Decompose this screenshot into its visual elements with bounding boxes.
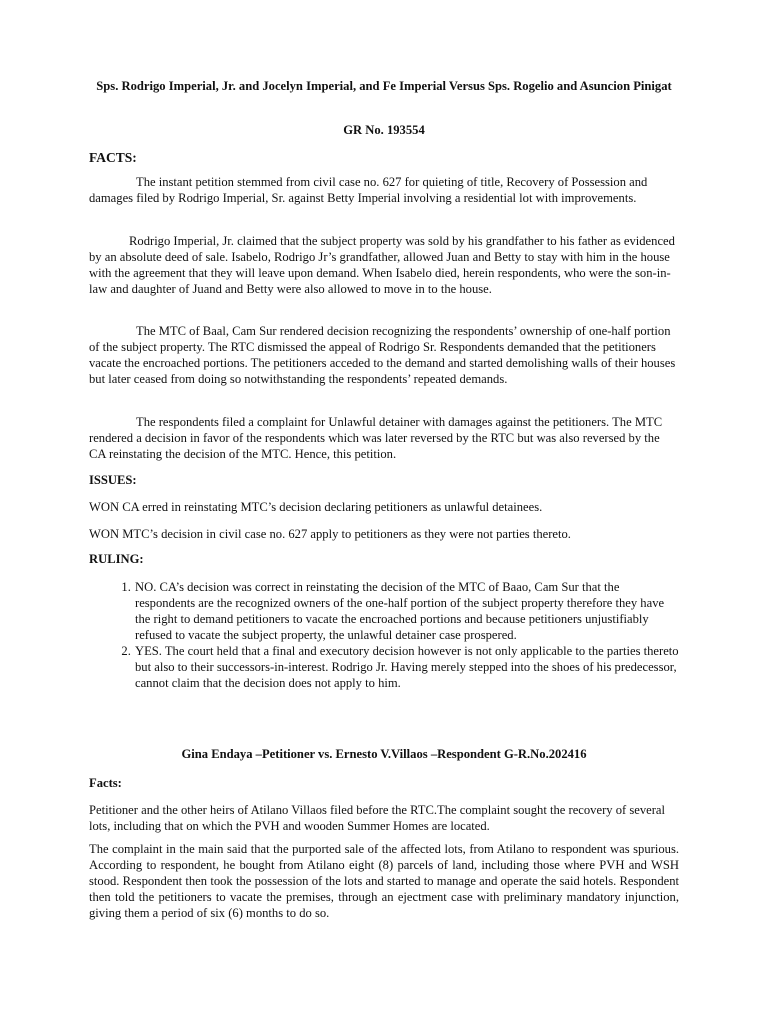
case2-title: Gina Endaya –Petitioner vs. Ernesto V.Villaos –Respondent G-R.No.202416 [181, 747, 587, 761]
case1-facts-paragraph-4: The respondents filed a complaint for Unlawful detainer with damages against the petitioners. The MTC rendered a decision in favor of the respondents which was later reversed by the RTC but was also reversed by the CA reinstating the decision of the MTC. Hence, this petition. [89, 415, 663, 461]
case1-ruling-item-2: 2. YES. The court held that a final and executory decision however is not only applicable to the parties thereto but also to their successors-in-interest. Rodrigo Jr. Having merely stepped into the shoes of his predecessor, cannot claim that the decision does not apply to him. [134, 643, 679, 691]
case1-title: Sps. Rodrigo Imperial, Jr. and Jocelyn Imperial, and Fe Imperial Versus Sps. Rogelio and Asuncion Pinigat [96, 79, 672, 93]
case1-gr-number: GR No. 193554 [343, 123, 425, 137]
case1-issue-2: WON MTC’s decision in civil case no. 627 apply to petitioners as they were not parties thereto. [89, 527, 571, 541]
case1-ruling-item-1: 1. NO. CA’s decision was correct in reinstating the decision of the MTC of Baao, Cam Sur that the respondents are the recognized owners of the one-half portion of the subject property therefore they have the right to demand petitioners to vacate the encroached portions and because petitioners unjustifiably refused to vacate the subject property, the unlawful detainer case prospered. [134, 579, 679, 643]
case1-issue-1: WON CA erred in reinstating MTC’s decision declaring petitioners as unlawful detainees. [89, 500, 543, 514]
case1-ruling-list [89, 579, 679, 691]
case1-ruling-heading: RULING: [89, 552, 144, 566]
case2-facts-paragraph-1: Petitioner and the other heirs of Atilano Villaos filed before the RTC.The complaint sought the recovery of several lots, including that on which the PVH and wooden Summer Homes are located. [89, 803, 666, 833]
case1-issues-heading: ISSUES: [89, 473, 137, 487]
case1-facts-paragraph-3: The MTC of Baal, Cam Sur rendered decision recognizing the respondents’ ownership of one-half portion of the subject property. The RTC dismissed the appeal of Rodrigo Sr. Respondents demanded that the petitioners vacate the encroached portions. The petitioners acceded to the demand and started demolishing walls of their houses but later ceased from doing so notwithstanding the respondents’ repeated demands. [89, 324, 676, 386]
case2-facts-heading: Facts: [89, 776, 122, 790]
case1-facts-paragraph-2: Rodrigo Imperial, Jr. claimed that the subject property was sold by his grandfather to his father as evidenced by an absolute deed of sale. Isabelo, Rodrigo Jr’s grandfather, allowed Juan and Betty to stay with him in the house with the agreement that they will leave upon demand. When Isabelo died, herein respondents, who were the son-in-law and daughter of Juand and Betty were also allowed to move in to the house. [89, 234, 675, 296]
case1-facts-paragraph-1: The instant petition stemmed from civil case no. 627 for quieting of title, Recovery of Possession and damages filed by Rodrigo Imperial, Sr. against Betty Imperial involving a residential lot with improvements. [89, 175, 648, 205]
case1-facts-heading: FACTS: [89, 150, 137, 165]
case2-facts-paragraph-2: The complaint in the main said that the purported sale of the affected lots, from Atilano to respondent was spurious. According to respondent, he bought from Atilano eight (8) parcels of land, including those where PVH and WSH stood. Respondent then took the possession of the lots and started to manage and operate the said hotels. Respondent then told the petitioners to vacate the premises, through an ejectment case with preliminary mandatory injunction, giving them a period of six (6) months to do so. [89, 842, 679, 920]
